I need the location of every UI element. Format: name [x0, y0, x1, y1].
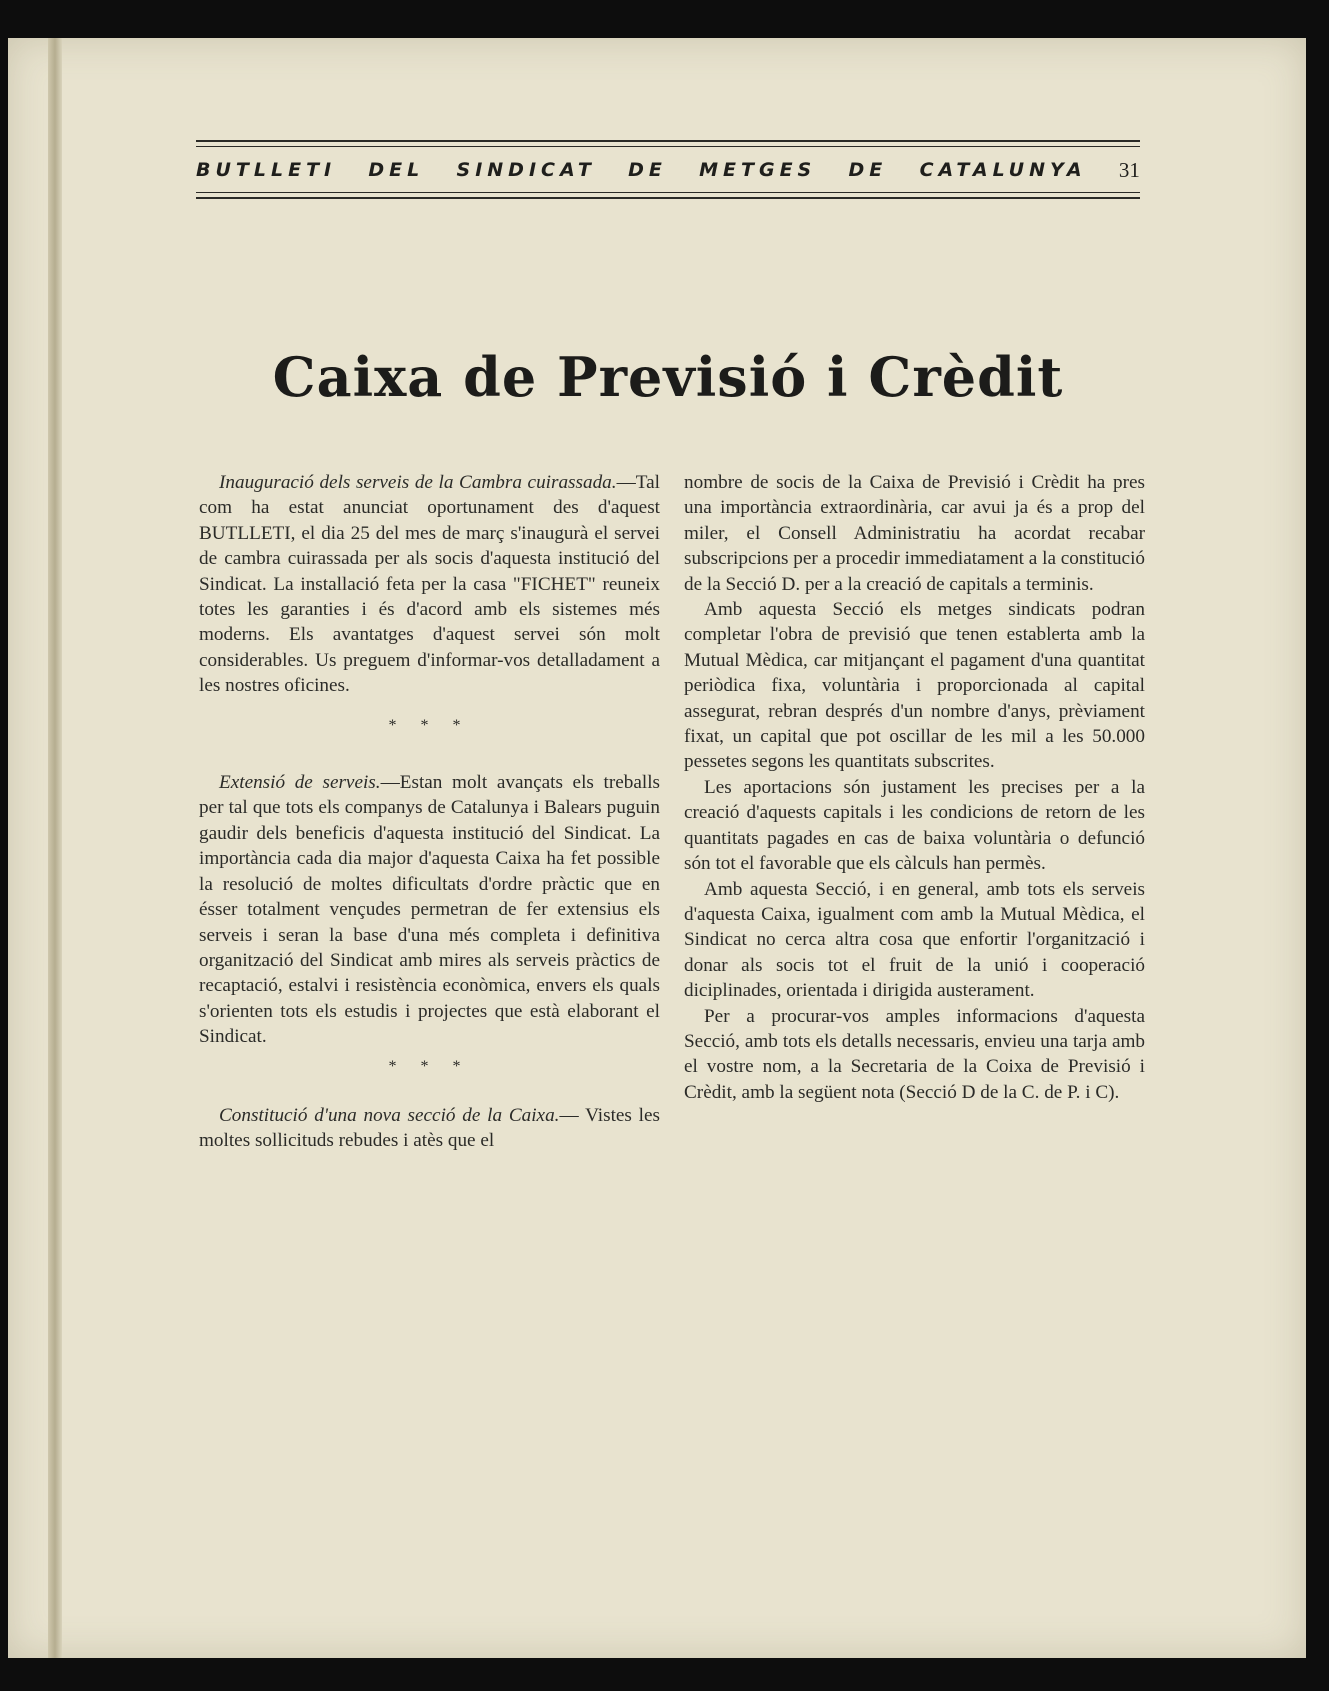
section-heading: Extensió de serveis.: [219, 772, 381, 794]
page-number: 31: [1118, 157, 1140, 182]
header-rule-top: [196, 140, 1140, 142]
paragraph: Amb aquesta Secció els metges sindicats podran completar l'obra de previsió que tenen establerta amb la Mutual Mèdica, car mitjançant el pagament d'una quantitat periòdica fixa, voluntària i proporcionada al capital assegurat, rebran després d'un nombre d'anys, prèviament fixat, un capital que pot oscillar de les mil a les 50.000 pessetes segons les quantitats subscrites.: [684, 599, 1145, 773]
section-text: —Estan molt avançats els treballs per tal que tots els companys de Catalunya i Balears puguin gaudir dels beneficis d'aquesta institució del Sindicat. La importància cada dia major d'aquesta Caixa ha fet possible la resolució de moltes dificultats d'ordre pràctic que en ésser totalment vençudes permetran de fer extensius els serveis i seran la base d'una més completa i definitiva organització del Sindicat amb mires als serveis pràctics de recaptació, estalvi i resistència econòmica, envers els quals s'orienten tots els estudis i projectes que està elaborant el Sindicat.: [199, 772, 660, 1048]
section-inauguracio: [199, 470, 660, 699]
left-column: [199, 470, 660, 1154]
right-column: [684, 470, 1145, 1105]
paragraph: Amb aquesta Secció, i en general, amb tots els serveis d'aquesta Caixa, igualment com amb la Mutual Mèdica, el Sindicat no cerca altra cosa que enfortir l'organització i donar als socis tot el fruit de la unió i cooperació diciplinades, orientada i dirigida austerament.: [684, 878, 1145, 1002]
header-word: DE: [848, 159, 888, 181]
header-rule-bottom-thin: [196, 192, 1140, 193]
header-rule-bottom: [196, 197, 1140, 199]
section-heading: Constitució d'una nova secció de la Caixa.: [219, 1104, 560, 1126]
running-header: [196, 150, 1140, 190]
separator: * * *: [388, 1057, 471, 1075]
section-text: — Vistes les moltes sollicituds rebudes i atès que el: [199, 1104, 660, 1152]
header-word: METGES: [699, 159, 817, 181]
header-word: DE: [628, 159, 667, 181]
paragraph: nombre de socis de la Caixa de Previsió i Crèdit ha pres una importància extraordinària, car avui ja és a prop del miler, el Consell Administratiu ha acordat recabar subscripcions per a procedir immediatament a la constitució de la Secció D. per a la creació de capitals a terminis.: [684, 472, 1145, 595]
section-heading: Inauguració dels serveis de la Cambra cuirassada.: [219, 472, 617, 493]
article-title: Caixa de Previsió i Crèdit: [272, 345, 1064, 409]
header-word: BUTLLETI: [196, 159, 337, 181]
header-word: CATALUNYA: [919, 159, 1087, 181]
section-text: —Tal com ha estat anunciat oportunament des d'aquest BUTLLETI, el dia 25 del mes de març s'inaugurà el servei de cambra cuirassada per als socis d'aquesta institució del Sindicat. La installació feta per la casa "FICHET" reuneix totes les garanties i és d'acord amb els sistemes més moderns. Els avantatges d'aquest servei són molt considerables. Us preguem d'informar-vos detalladament a les nostres oficines.: [199, 472, 660, 697]
paragraph: Les aportacions són justament les precises per a la creació d'aquests capitals i les condicions de retorn de les quantitats pagades en cas de baixa voluntària o defunció són tot el favorable que els càlculs han permès.: [684, 776, 1145, 875]
header-rule-top-thin: [196, 146, 1140, 147]
section-extensio: [199, 770, 660, 1049]
header-word: DEL: [368, 159, 425, 181]
section-constitucio: [199, 1103, 660, 1154]
header-word: SINDICAT: [456, 159, 596, 181]
binding-fold: [48, 38, 62, 1658]
paragraph: Per a procurar-vos amples informacions d'aquesta Secció, amb tots els detalls necessaris, envieu una tarja amb el vostre nom, a la Secretaria de la Coixa de Previsió i Crèdit, amb la següent nota (Secció D de la C. de P. i C).: [684, 1005, 1145, 1103]
separator: * * *: [388, 716, 471, 734]
